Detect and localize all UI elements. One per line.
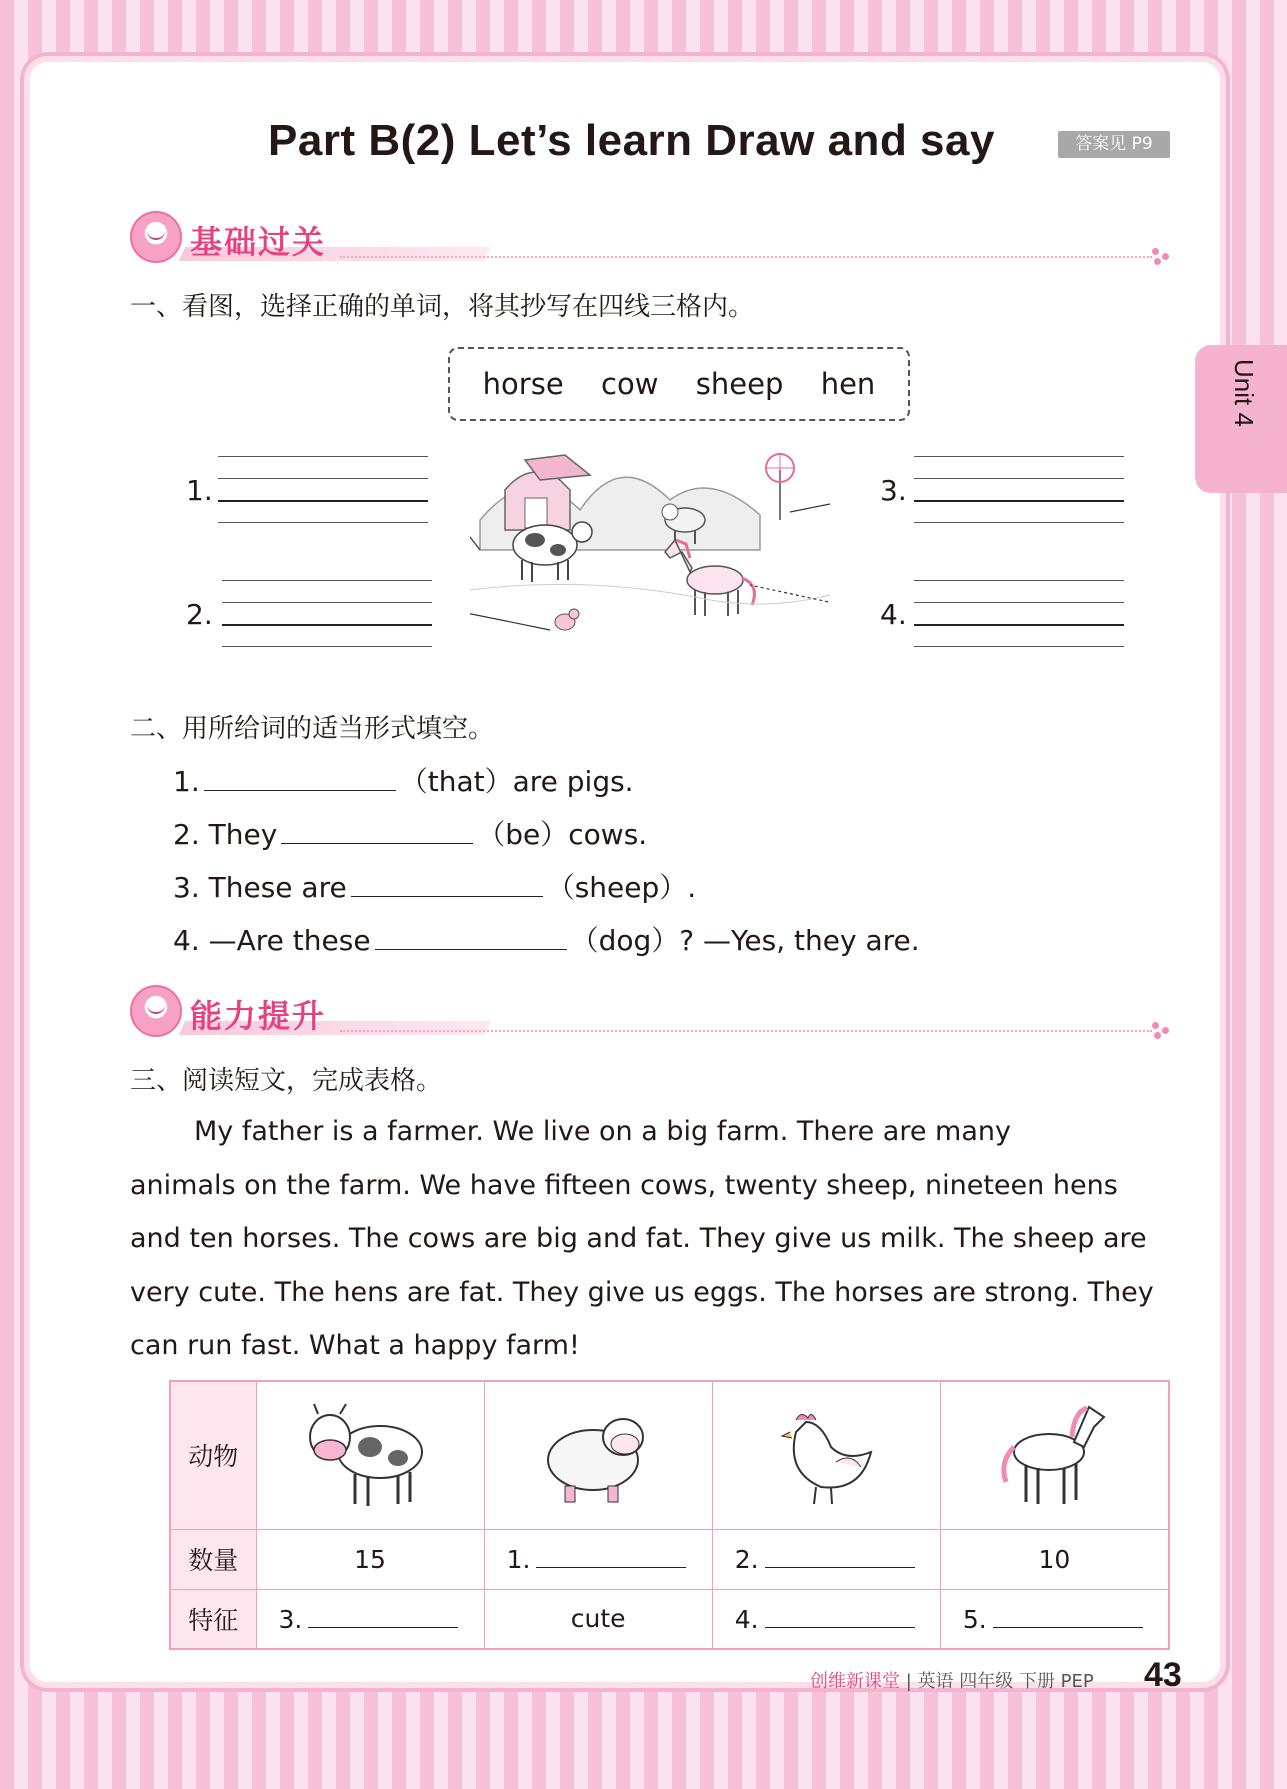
dots-decoration [1152, 1022, 1170, 1040]
horse-icon [994, 1392, 1114, 1512]
feature-sheep: cute [484, 1589, 712, 1649]
page-title: Part B(2) Let’s learn Draw and say [268, 116, 995, 165]
quantity-cow: 15 [256, 1529, 484, 1589]
answer-blank[interactable] [375, 924, 567, 950]
horse-icon [665, 540, 754, 616]
mascot-icon [130, 211, 182, 263]
writing-lines-2[interactable] [222, 580, 432, 646]
writing-lines-4[interactable] [914, 580, 1124, 646]
sheep-icon [533, 1392, 663, 1512]
quantity-horse: 10 [940, 1529, 1169, 1589]
footer-info: 创维新课堂 | 英语 四年级 下册 PEP [810, 1671, 1094, 1692]
animal-cell [256, 1381, 484, 1529]
section-basic-header [130, 211, 1170, 265]
animal-cell [712, 1381, 940, 1529]
answer-reference: 答案见 P9 [1058, 131, 1170, 158]
passage-line: animals on the farm. We have fifteen cows, twenty sheep, nineteen hens [130, 1169, 1118, 1201]
section-basic-label: 基础过关 [190, 223, 327, 261]
animal-cell [940, 1381, 1169, 1529]
row-head-quantity: 数量 [170, 1529, 256, 1589]
word-bank [448, 347, 910, 421]
writing-lines-3[interactable] [914, 456, 1124, 522]
word-bank-item: cow [601, 367, 659, 401]
animal-cell [484, 1381, 712, 1529]
quantity-hen: 2. [712, 1529, 940, 1589]
word-bank-item: hen [820, 367, 876, 401]
row-head-animal: 动物 [170, 1381, 256, 1529]
farm-animal-table [169, 1380, 1170, 1650]
word-bank-item: sheep [695, 367, 784, 401]
word-bank-item: horse [482, 367, 564, 401]
fill-sentence-2: 2. They （be）cows. [173, 818, 648, 851]
passage-line: My father is a farmer. We live on a big farm. There are many [194, 1116, 1011, 1147]
unit-tab-label: Unit 4 [1229, 359, 1259, 427]
answer-2-number: 2. [186, 598, 213, 631]
answer-blank[interactable] [281, 818, 473, 844]
passage-line: can run fast. What a happy farm! [130, 1330, 580, 1361]
quantity-sheep: 1. [484, 1529, 712, 1589]
question-2-title: 二、用所给词的适当形式填空。 [130, 714, 495, 744]
dots-decoration [1152, 248, 1170, 266]
fill-sentence-1: 1. （that）are pigs. [173, 765, 634, 798]
fill-sentence-4: 4. —Are these （dog）? —Yes, they are. [173, 924, 920, 957]
answer-blank[interactable] [308, 1604, 458, 1628]
answer-blank[interactable] [765, 1544, 915, 1568]
answer-3-number: 3. [880, 474, 907, 507]
hen-icon [766, 1392, 886, 1512]
feature-horse: 5. [940, 1589, 1169, 1649]
feature-cow: 3. [256, 1589, 484, 1649]
answer-blank[interactable] [765, 1604, 915, 1628]
passage-line: very cute. The hens are fat. They give us eggs. The horses are strong. They [130, 1276, 1154, 1308]
answer-blank[interactable] [536, 1544, 686, 1568]
section-advanced-label: 能力提升 [190, 997, 327, 1035]
question-3-title: 三、阅读短文，完成表格。 [130, 1066, 443, 1096]
feature-hen: 4. [712, 1589, 940, 1649]
writing-lines-1[interactable] [218, 456, 428, 522]
row-head-feature: 特征 [170, 1589, 256, 1649]
cow-icon [300, 1392, 440, 1512]
section-advanced-header [130, 985, 1170, 1039]
reading-passage [130, 1105, 1170, 1373]
answer-blank[interactable] [993, 1604, 1143, 1628]
footer-course: 英语 四年级 下册 PEP [917, 1671, 1094, 1692]
answer-blank[interactable] [204, 765, 396, 791]
page-number: 43 [1144, 1656, 1182, 1694]
answer-4-number: 4. [880, 598, 907, 631]
fill-sentence-3: 3. These are （sheep）. [173, 871, 697, 904]
footer-brand: 创维新课堂 [810, 1671, 900, 1692]
answer-blank[interactable] [351, 871, 543, 897]
answer-1-number: 1. [186, 474, 213, 507]
unit-tab [1195, 345, 1287, 493]
farm-scene-illustration [470, 440, 830, 660]
question-1-title: 一、看图，选择正确的单词，将其抄写在四线三格内。 [130, 292, 755, 322]
cow-icon [513, 522, 592, 582]
hen-icon [555, 609, 579, 630]
windmill-icon [766, 454, 794, 520]
passage-line: and ten horses. The cows are big and fat. They give us milk. The sheep are [130, 1223, 1147, 1254]
mascot-icon [130, 985, 182, 1037]
